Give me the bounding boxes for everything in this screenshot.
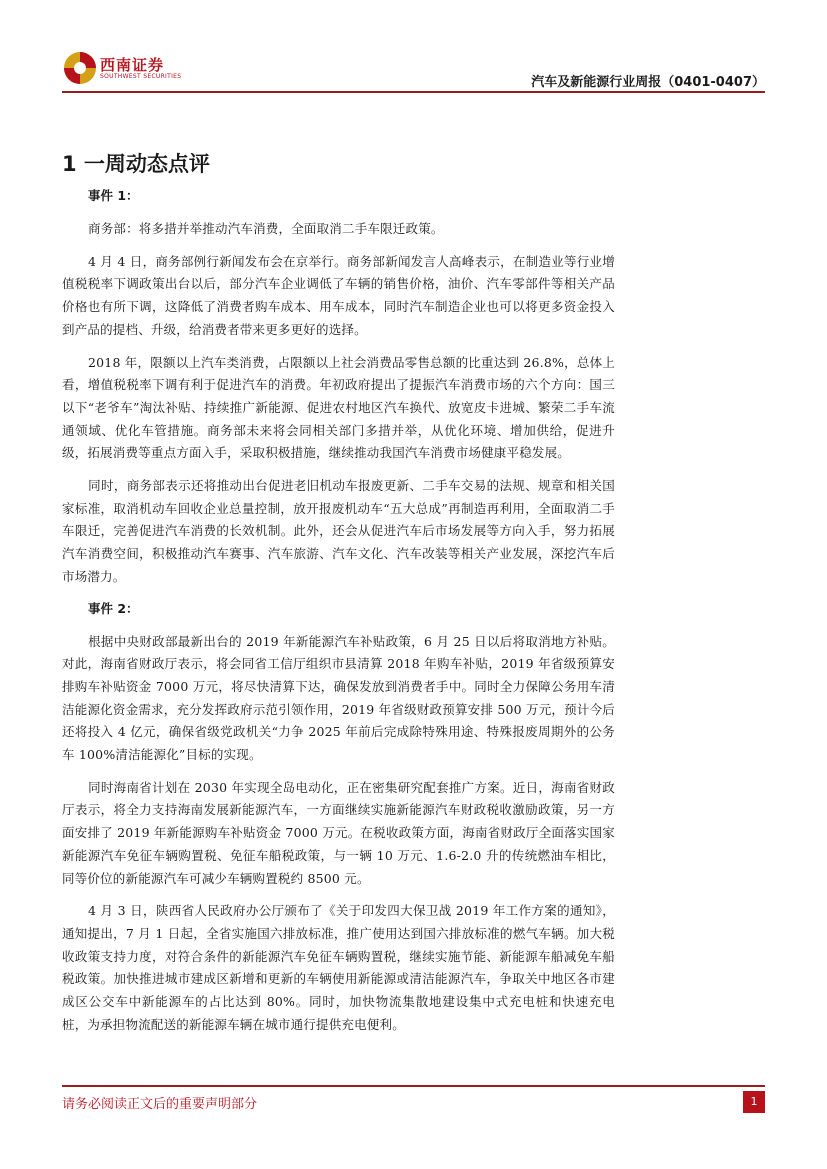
- paragraph-text: 4 月 3 日，陕西省人民政府办公厅颁布了《关于印发四大保卫战 2019 年工作方案的通知》，通知提出，7 月 1 日起，全省实施国六排放标准，推广使用达到国六排放标准的燃气车辆。加大税收政策支持力度，对符合条件的新能源汽车免征车辆购置税，继续实施节能、新能源车船减免车船税政策。加快推进城市建成区新增和更新的车辆使用新能源或清洁能源汽车，争取关中地区各市建成区公交车中新能源车的占比达到 80%。同时，加快物流集散地建设集中式充电桩和快速充电桩，为承担物流配送的新能源车辆在城市通行提供充电便利。: [62, 903, 615, 1032]
- event-1-paragraph-4: [62, 475, 615, 589]
- event-1-paragraph-1: [62, 218, 615, 241]
- section-title: 1 一周动态点评: [62, 152, 210, 176]
- event-2-label: 事件 2：: [88, 600, 139, 616]
- paragraph-text: 商务部：将多措并举推动汽车消费，全面取消二手车限迁政策。: [88, 221, 444, 236]
- logo-english-name: SOUTHWEST SECURITIES: [100, 73, 182, 80]
- event-2-paragraph-1: [62, 631, 615, 767]
- footer-disclaimer: 请务必阅读正文后的重要声明部分: [62, 1097, 258, 1112]
- paragraph-text: 4 月 4 日，商务部例行新闻发布会在京举行。商务部新闻发言人高峰表示，在制造业等行业增值税税率下调政策出台以后，部分汽车企业调低了车辆的销售价格，油价、汽车零部件等相关产品价格也有所下调，这降低了消费者购车成本、用车成本，同时汽车制造企业也可以将更多资金投入到产品的提档、升级，给消费者带来更多更好的选择。: [62, 253, 615, 337]
- paragraph-text: 根据中央财政部最新出台的 2019 年新能源汽车补贴政策，6 月 25 日以后将取消地方补贴。对此，海南省财政厅表示，将会同省工信厅组织市县清算 2018 年购车补贴，2019 年省级预算安排购车补贴资金 7000 万元，将尽快清算下达，确保发放到消费者手中。同时全力保障公务用车清洁能源化资金需求，充分发挥政府示范引领作用，2019 年省级财政预算安排 500 万元，预计今后还将投入 4 亿元，确保省级党政机关“力争 2025 年前后完成除特殊用途、特殊报废周期外的公务车 100%清洁能源化”目标的实现。: [62, 633, 615, 763]
- header-divider: [62, 91, 765, 93]
- paragraph-text: 2018 年，限额以上汽车类消费，占限额以上社会消费品零售总额的比重达到 26.8%，总体上看，增值税税率下调有利于促进汽车的消费。年初政府提出了提振汽车消费市场的六个方向：国三以下“老爷车”淘汰补贴、持续推广新能源、促进农村地区汽车换代、放宽皮卡进城、繁荣二手车流通领域、优化车管措施。商务部未来将会同相关部门多措并举，从优化环境、增加供给，促进升级，拓展消费等重点方面入手，采取积极措施，继续推动我国汽车消费市场健康平稳发展。: [62, 354, 615, 461]
- logo-chinese-name: 西南证券: [100, 56, 165, 74]
- page-number: 1: [743, 1091, 765, 1113]
- event-2-paragraph-3: [62, 900, 615, 1036]
- paragraph-text: 同时海南省计划在 2030 年实现全岛电动化，正在密集研究配套推广方案。近日，海南省财政厅表示，将全力支持海南发展新能源汽车，一方面继续实施新能源汽车财政税收激励政策，另一方面安排了 2019 年新能源购车补贴资金 7000 万元。在税收政策方面，海南省财政厅全面落实国家新能源汽车免征车辆购置税、免征车船税政策，与一辆 10 万元、1.6-2.0 升的传统燃油车相比，同等价位的新能源汽车可减少车辆购置税约 8500 元。: [62, 779, 615, 886]
- company-logo: [62, 50, 182, 88]
- main-content: [62, 186, 615, 1047]
- paragraph-text: 同时，商务部表示还将推动出台促进老旧机动车报废更新、二手车交易的法规、规章和相关国家标准，取消机动车回收企业总量控制，放开报废机动车“五大总成”再制造再利用，全面取消二手车限迁，完善促进汽车消费的长效机制。此外，还会从促进汽车后市场发展等方向入手，努力拓展汽车消费空间，积极推动汽车赛事、汽车旅游、汽车文化、汽车改装等相关产业发展，深挖汽车后市场潜力。: [62, 478, 615, 584]
- event-1-paragraph-2: [62, 251, 615, 342]
- logo-emblem-icon: [62, 50, 98, 86]
- event-1-label: 事件 1：: [88, 188, 139, 203]
- report-title: 汽车及新能源行业周报（0401-0407）: [531, 75, 765, 90]
- event-2-paragraph-2: [62, 777, 615, 891]
- event-1-paragraph-3: [62, 352, 615, 466]
- footer-divider: [62, 1085, 765, 1087]
